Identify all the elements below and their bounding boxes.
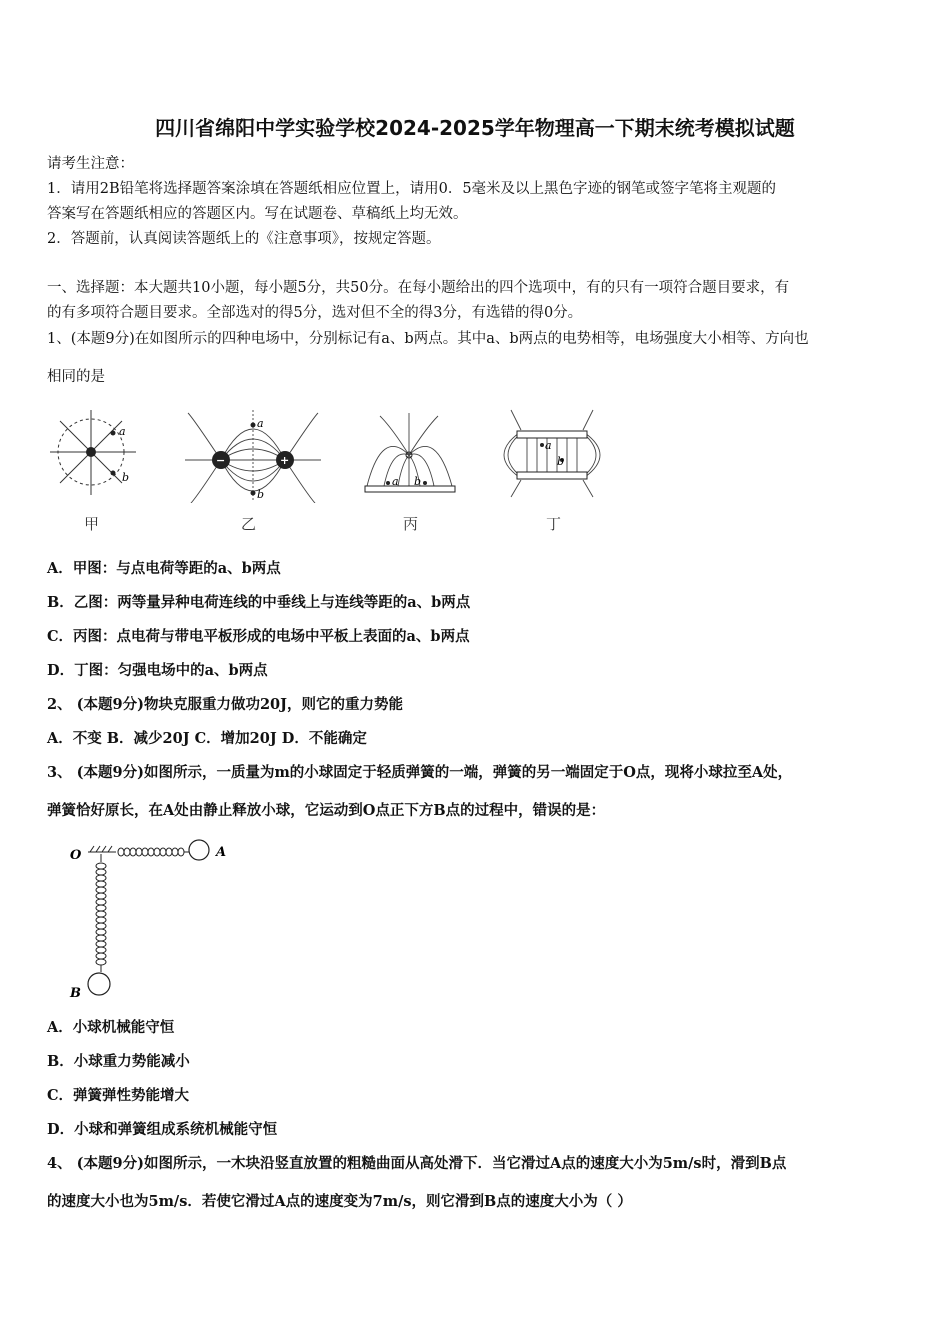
page-title: 四川省绵阳中学实验学校2024-2025学年物理高一下期末统考模拟试题 [155,116,795,140]
q1-option-c: C．丙图：点电荷与带电平板形成的电场中平板上表面的a、b两点 [47,628,470,645]
notice-heading: 请考生注意： [47,156,134,172]
section1-line2: 的有多项符合题目要求。全部选对的得5分，选对但不全的得3分，有选错的得0分。 [47,305,583,321]
caption-jia: 甲 [84,515,100,533]
label-O: O [70,848,82,863]
q1-option-d: D．丁图：匀强电场中的a、b两点 [47,662,268,679]
q3-stem-a: 3、 (本题9分)如图所示，一质量为m的小球固定于轻质弹簧的一端，弹簧的另一端固定于O点，现将小球拉至A处， [47,764,793,781]
label-b: b [257,488,265,501]
figure-jia [48,405,138,500]
notice-item-2: 2．答题前，认真阅读答题纸上的《注意事项》，按规定答题。 [47,231,441,247]
notice-item-1b: 答案写在答题纸相应的答题区内。写在试题卷、草稿纸上均无效。 [47,206,468,222]
caption-yi: 乙 [241,515,257,533]
label-B: B [70,986,81,1001]
q3-option-a: A．小球机械能守恒 [47,1019,175,1036]
q1-option-b: B．乙图：两等量异种电荷连线的中垂线上与连线等距的a、b两点 [47,594,471,611]
notice-item-1a: 1．请用2B铅笔将选择题答案涂填在答题纸相应位置上，请用0．5毫米及以上黑色字迹的钢笔或签字笔将主观题的 [47,181,777,197]
q4-stem-b: 的速度大小也为5m/s．若使它滑过A点的速度变为7m/s，则它滑到B点的速度大小为（ ） [47,1193,632,1210]
label-A: A [216,845,227,860]
q1-stem-b: 相同的是 [47,369,105,385]
label-a: a [392,475,399,488]
section1-line1: 一、选择题：本大题共10小题，每小题5分，共50分。在每小题给出的四个选项中，有的只有一项符合题目要求，有 [47,280,790,296]
caption-ding: 丁 [546,515,562,533]
svg-text:−: − [216,454,226,467]
q2-stem: 2、 (本题9分)物块克服重力做功20J，则它的重力势能 [47,696,403,713]
svg-text:+: + [280,454,290,467]
q3-option-b: B．小球重力势能减小 [47,1053,190,1070]
q3-option-d: D．小球和弹簧组成系统机械能守恒 [47,1121,278,1138]
label-a: a [257,417,264,430]
q1-option-a: A．甲图：与点电荷等距的a、b两点 [47,560,281,577]
figure-spring [66,832,246,1002]
q1-stem-a: 1、(本题9分)在如图所示的四种电场中，分别标记有a、b两点。其中a、b两点的电势相等，电场强度大小相等、方向也 [47,331,809,347]
figure-ding [497,405,607,500]
figure-bing [362,408,462,498]
label-b: b [122,471,130,484]
figure-yi [183,408,323,503]
label-a: a [545,439,552,452]
q4-stem-a: 4、 (本题9分)如图所示，一木块沿竖直放置的粗糙曲面从高处滑下．当它滑过A点的速度大小为5m/s时，滑到B点 [47,1155,787,1172]
label-b: b [414,475,422,488]
label-b: b [557,455,565,468]
q3-option-c: C．弹簧弹性势能增大 [47,1087,190,1104]
q2-options: A．不变 B．减少20J C．增加20J D．不能确定 [47,730,367,747]
q3-stem-b: 弹簧恰好原长，在A处由静止释放小球，它运动到O点正下方B点的过程中，错误的是： [47,802,606,819]
caption-bing: 丙 [403,515,419,533]
label-a: a [119,425,126,438]
